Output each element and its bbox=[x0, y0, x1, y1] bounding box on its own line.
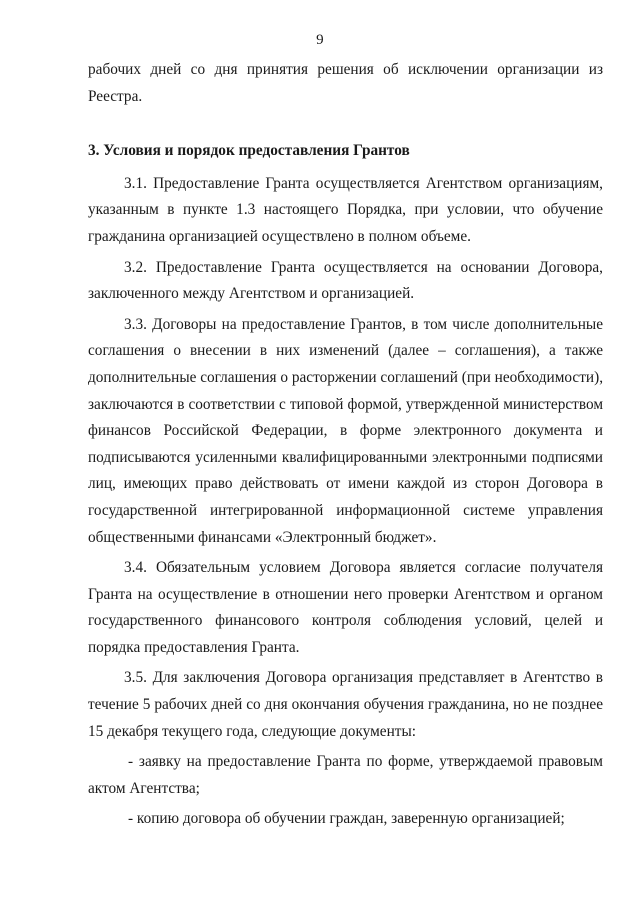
page-number: 9 bbox=[316, 32, 324, 48]
list-item-contract-copy: - копию договора об обучении граждан, заверенную организацией; bbox=[128, 810, 565, 828]
document-body bbox=[88, 57, 603, 833]
lead-paragraph-fragment: рабочих дней со дня принятия решения об исключении организации из Реестра. bbox=[88, 61, 603, 105]
list-item-application: - заявку на предоставление Гранта по форме, утверждаемой правовым актом Агентства; bbox=[88, 753, 603, 797]
section-heading: 3. Условия и порядок предоставления Грантов bbox=[88, 142, 410, 160]
paragraph-3-3: 3.3. Договоры на предоставление Грантов, в том числе дополнительные соглашения о внесении в них изменений (далее – соглашения), а также дополнительные соглашения о расторжении соглашений (при необходимости), заключаются в соответствии с типовой формой, утвержденной министерством финансов Российской Федерации, в форме электронного документа и подписываются усиленными квалифицированными электронными подписями лиц, имеющих право действовать от имени каждой из сторон Договора в государственной интегрированной информационной системе управления общественными финансами «Электронный бюджет». bbox=[88, 315, 604, 546]
paragraph-3-1: 3.1. Предоставление Гранта осуществляется Агентством организациям, указанным в пункте 1.3 настоящего Порядка, при условии, что обучение гражданина организацией осуществлено в полном объеме. bbox=[88, 174, 603, 245]
paragraph-3-5: 3.5. Для заключения Договора организация представляет в Агентство в течение 5 рабочих дней со дня окончания обучения гражданина, но не позднее 15 декабря текущего года, следующие документы: bbox=[88, 669, 603, 740]
paragraph-3-2: 3.2. Предоставление Гранта осуществляется на основании Договора, заключенного между Агентством и организацией. bbox=[88, 258, 603, 303]
paragraph-3-4: 3.4. Обязательным условием Договора является согласие получателя Гранта на осуществление в отношении него проверки Агентством и органом государственного финансового контроля соблюдения условий, целей и порядка предоставления Гранта. bbox=[88, 559, 603, 656]
